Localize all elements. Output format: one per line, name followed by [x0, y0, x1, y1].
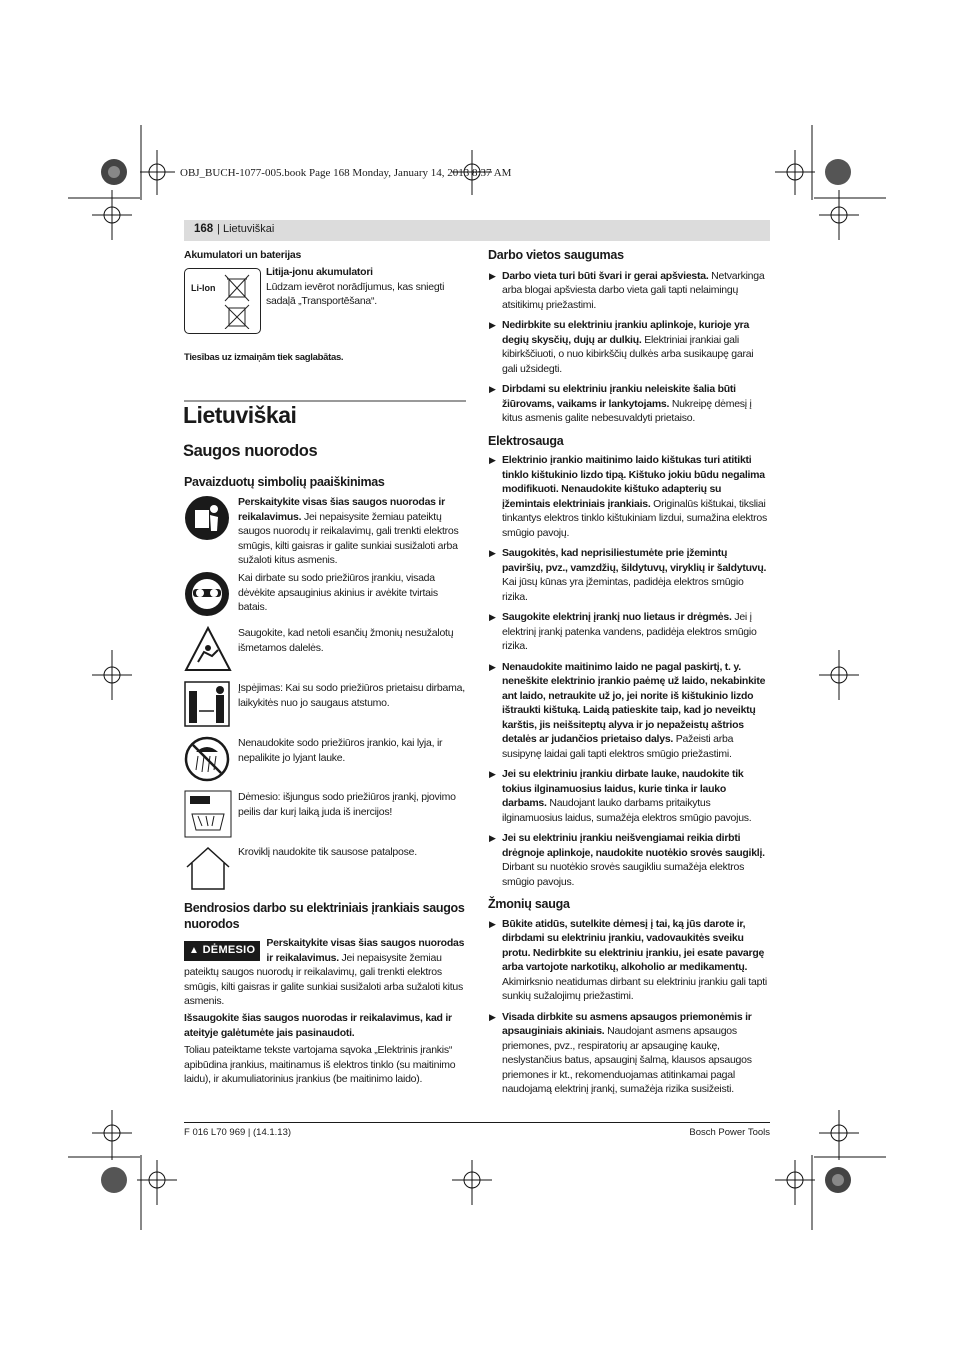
bullet-item	[488, 767, 770, 825]
bullet-bold-text: Visada dirbkite su asmens apsaugos priemonėmis ir apsauginiais akiniais.	[502, 1010, 752, 1037]
flying-debris-warning-icon	[184, 626, 232, 672]
recycle-bin-icon	[223, 273, 253, 329]
symbol-text-debris: Saugokite, kad netoli esančių žmonių nesužalotų išmetamos dalelės.	[238, 627, 454, 654]
work-area-title: Darbo vietos saugumas	[488, 248, 624, 262]
battery-heading: Akumulatori un baterijas	[184, 249, 302, 261]
warning-triangle-icon: ▲	[189, 945, 200, 956]
header-language: Lietuviškai	[223, 223, 275, 235]
bullet-item	[488, 318, 770, 376]
liion-description	[266, 265, 466, 309]
bullet-arrow-icon: ▶	[489, 384, 496, 394]
footer-left: F 016 L70 969 | (14.1.13)	[184, 1127, 292, 1138]
bullet-bold-text: Būkite atidūs, sutelkite dėmesį į tai, ką jūs darote ir, dirbdami su elektriniu įrankiu, vadovaukitės sveiku protu. Nedirbkite su elektriniu įrankiu, jei esate pavargę arba vartojote narkotikų, alkoholio ar medikamentų.	[502, 917, 765, 973]
footer-rule	[184, 1122, 770, 1123]
bullet-body-text: Pažeisti arba susipynę laidai gali tapti elektros smūgio priežastimi.	[502, 733, 734, 760]
bullet-body-text: Netvarkinga arba blogai apšviesta darbo vieta gali tapti nelaimingų atsitikimų priežastimi.	[502, 269, 765, 311]
symbol-text-blade: Dėmesio: išjungus sodo priežiūros įrankį, pjovimo peilis dar kurį laiką juda iš inercijos!	[238, 791, 456, 818]
bullet-item	[488, 453, 770, 540]
bullet-arrow-icon: ▶	[489, 612, 496, 622]
bullet-arrow-icon: ▶	[489, 1011, 496, 1022]
bullet-bold-text: Saugokite elektrinį įrankį nuo lietaus ir drėgmės.	[502, 611, 732, 623]
warning-badge-label: DĖMESIO	[202, 944, 256, 956]
electrical-title: Elektrosauga	[488, 433, 564, 448]
bullet-arrow-icon: ▶	[489, 833, 496, 843]
main-title: Lietuviškai	[183, 402, 297, 428]
general-warning-bold: Perskaitykite visas šias saugos nuorodas ir reikalavimus.	[266, 937, 465, 964]
bullet-item	[488, 269, 770, 313]
bullet-body-text: Jei į elektrinį įrankį patenka vandens, padidėja elektros smūgio rizika.	[502, 611, 757, 652]
header-separator: |	[217, 223, 220, 235]
bullet-arrow-icon: ▶	[489, 769, 496, 779]
bullet-arrow-icon: ▶	[489, 918, 496, 929]
warning-badge	[184, 941, 260, 961]
no-rain-icon	[184, 736, 230, 782]
indoor-use-house-icon	[184, 845, 232, 891]
symbol-body-read-manual: Jei nepaisysite žemiau pateiktų saugos nuorodų ir reikalavimų, gali trenkti elektros smūgis, kilti gaisras ir galite sunkiai susižaloti arba sužaloti kitus asmenis.	[238, 510, 459, 566]
liion-symbol-box	[184, 268, 261, 334]
safety-title: Saugos nuorodos	[183, 442, 318, 460]
bullet-bold-text: Nenaudokite maitinimo laido ne pagal paskirtį, t. y. neneškite elektrinio įrankio paėmę už laido, nekabinkite ant laido, netraukite už jo, jei norite iš kištukinio lizdo ištraukti kištuką. Laidą patieskite taip, kad jo neveiktų karštis, jis neišsiteptų alyva ir jo nepažeistų aštrios detalės ar judančios prietaiso dalys.	[502, 660, 766, 745]
bullet-item	[488, 831, 770, 889]
bullet-bold-text: Nedirbkite su elektriniu įrankiu aplinkoje, kurioje yra degių skysčių, dujų ar dulkių.	[502, 319, 750, 346]
footer-right: Bosch Power Tools	[689, 1127, 770, 1138]
general-warning-block	[184, 936, 468, 1009]
bullet-body-text: Nukreipę dėmesį į kitus asmenis galite nebesuvaldyti prietaiso.	[502, 397, 752, 424]
bullet-arrow-icon: ▶	[489, 270, 496, 281]
bullet-arrow-icon: ▶	[489, 455, 496, 465]
rotating-blade-icon	[184, 790, 232, 838]
symbol-text-indoor: Kroviklį naudokite tik sausose patalpose.	[238, 846, 417, 858]
bullet-bold-text: Jei su elektriniu įrankiu neišvengiamai reikia dirbti drėgnoje aplinkoje, naudokite nuotėkio srovės saugiklį.	[502, 832, 765, 859]
bullet-item	[488, 917, 770, 1004]
bullet-body-text: Naudojant lauko darbams pritaikytus ilginamuosius laidus, sumažėja elektros smūgio pavojus.	[502, 797, 752, 824]
bullet-arrow-icon: ▶	[489, 548, 496, 558]
liion-title: Litija-jonu akumulatori	[266, 266, 373, 278]
rights-notice: Tiesības uz izmaiņām tiek saglabātas.	[184, 352, 344, 363]
keep-instructions: Išsaugokite šias saugos nuorodas ir reikalavimus, kad ir ateityje galėtumėte jais pasinaudoti.	[184, 1012, 452, 1039]
liion-badge: Li-Ion	[191, 283, 216, 293]
work-area-list	[488, 269, 770, 426]
bullet-bold-text: Saugokitės, kad neprisiliestumėte prie įžemintų paviršių, pvz., vamzdžių, šildytuvų, viryklių ir šaldytuvų.	[502, 547, 767, 574]
bullet-body-text: Elektriniai įrankiai gali kibirkščiuoti, o nuo kibirkščių dulkės arba susikaupę garai gali užsidegti.	[502, 333, 754, 375]
bullet-arrow-icon: ▶	[489, 661, 496, 672]
bullet-bold-text: Dirbdami su elektriniu įrankiu neleiskite šalia būti žiūrovams, vaikams ir lankytojams.	[502, 383, 736, 410]
bullet-body-text: Kai jūsų kūnas yra įžemintas, padidėja elektros smūgio rizika.	[502, 576, 744, 603]
safe-distance-icon	[184, 681, 230, 727]
symbol-text-rain: Nenaudokite sodo priežiūros įrankio, kai lyja, ir nepalikite jo lyjant lauke.	[238, 737, 443, 764]
bullet-body-text: Akimirksnio neatidumas dirbant su elektriniu įrankiu gali tapti sunkių sužalojimų priežastimi.	[502, 975, 767, 1002]
bullet-item	[488, 660, 770, 762]
bullet-item	[488, 382, 770, 426]
symbol-text-read-manual	[238, 495, 468, 568]
personal-list	[488, 917, 770, 1097]
protective-goggles-icon	[184, 571, 230, 617]
page-number: 168	[194, 223, 214, 235]
bullet-bold-text: Darbo vieta turi būti švari ir gerai apšviesta.	[502, 269, 709, 282]
read-manual-icon	[184, 495, 230, 541]
bullet-body-text: Dirbant su nuotėkio srovės saugikliu sumažėja elektros smūgio pavojus.	[502, 861, 745, 888]
page-header	[184, 220, 770, 241]
right-column	[488, 248, 770, 1103]
bullet-body-text: Originalūs kištukai, tiksliai tinkantys elektros tinklo kištukiniam lizdui, sumažina elektros smūgio pavojų.	[502, 497, 767, 539]
symbol-bold-read-manual: Perskaitykite visas šias saugos nuorodas ir reikalavimus.	[238, 496, 445, 523]
term-definition: Toliau pateiktame tekste vartojama sąvoka „Elektrinis įrankis“ apibūdina įrankius, maitinamus iš elektros tinklo (su maitinimo laidu), ir akumuliatorinius įrankius (be maitinimo laido).	[184, 1044, 456, 1085]
symbols-title: Pavaizduotų simbolių paaiškinimas	[184, 475, 385, 489]
electrical-list	[488, 453, 770, 889]
bullet-bold-text: Jei su elektriniu įrankiu dirbate lauke, naudokite tik tokius ilginamuosius laidus, kurie tinka ir lauko darbams.	[502, 768, 744, 809]
file-info: OBJ_BUCH-1077-005.book Page 168 Monday, January 14, 2013 8:37 AM	[180, 167, 512, 179]
general-safety-title: Bendrosios darbo su elektriniais įrankiais saugos nuorodos	[184, 901, 465, 931]
bullet-body-text: Naudojant asmens apsaugos priemones, pvz., respiratorių ar apsauginę kaukę, neslystančius batus, apsauginį šalmą, klausos apsaugos priemones ir kt., rekomenduojamas atitinkamai pagal naudojamą elektrinį įrankį, sumažėja rizika susižeisti.	[502, 1025, 752, 1095]
bullet-bold-text: Elektrinio įrankio maitinimo laido kištukas turi atitikti tinklo kištukinio lizdo tipą. Kištuko jokiu būdu negalima modifikuoti. Nenaudokite kištuko adapterių su įžemintais elektriniais įrankiais.	[502, 454, 765, 510]
bullet-item	[488, 1010, 770, 1097]
symbol-text-distance: Įspėjimas: Kai su sodo priežiūros prietaisu dirbama, laikykitės nuo jo saugaus atstumo.	[238, 682, 465, 709]
personal-title: Žmonių sauga	[488, 897, 570, 911]
liion-text: Lūdzam ievērot norādījumus, kas sniegti sadaļā „Transportēšana“.	[266, 280, 445, 307]
bullet-item	[488, 610, 770, 654]
bullet-item	[488, 546, 770, 604]
general-warning-text: Jei nepaisysite žemiau pateiktų saugos nuorodų ir reikalavimų, gali trenkti elektros smūgis, kilti gaisras ir galite sunkiai susižaloti arba sužaloti kitus asmenis.	[184, 951, 463, 1007]
symbol-text-goggles: Kai dirbate su sodo priežiūros įrankiu, visada dėvėkite apsauginius akinius ir avėkite tvirtais batais.	[238, 572, 438, 613]
bullet-arrow-icon: ▶	[489, 320, 496, 330]
